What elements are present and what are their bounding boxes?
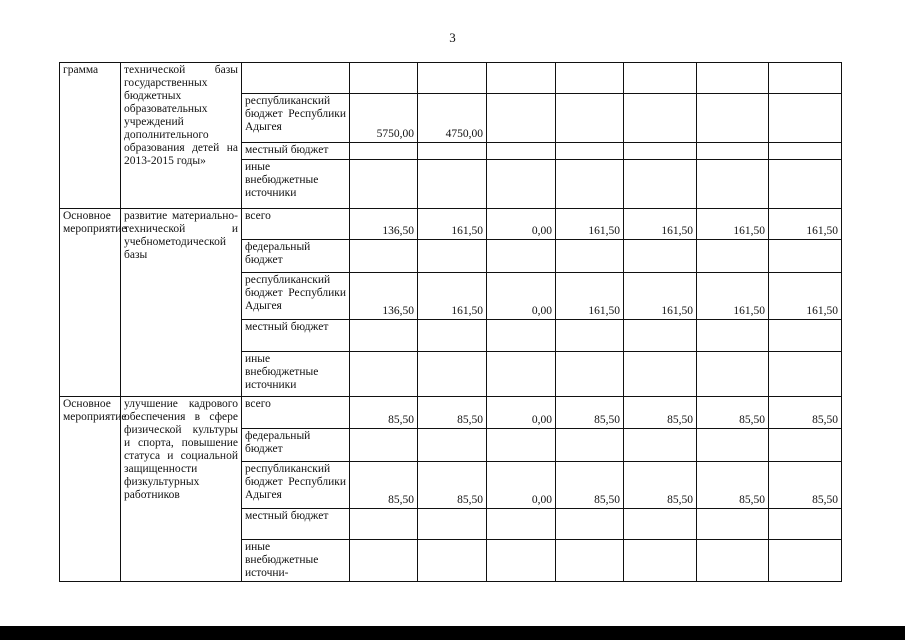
- amount-cell: [556, 320, 624, 352]
- amount-cell: [697, 240, 769, 273]
- amount-cell: [556, 352, 624, 397]
- amount-cell: [350, 352, 418, 397]
- amount-cell: 0,00: [487, 209, 556, 240]
- amount-cell: [350, 320, 418, 352]
- amount-cell: [697, 429, 769, 462]
- amount-cell: [697, 352, 769, 397]
- amount-cell: [624, 509, 697, 540]
- amount-cell: [418, 352, 487, 397]
- amount-cell: [487, 63, 556, 94]
- amount-cell: [350, 240, 418, 273]
- amount-cell: [697, 63, 769, 94]
- amount-cell: [487, 240, 556, 273]
- amount-cell: [624, 160, 697, 209]
- amount-cell: 161,50: [624, 273, 697, 320]
- amount-cell: 85,50: [697, 397, 769, 429]
- funding-source-cell: местный бюджет: [242, 320, 350, 352]
- amount-cell: [487, 320, 556, 352]
- measure-type-cell: Основное мероприятие: [60, 397, 121, 582]
- amount-cell: 161,50: [418, 273, 487, 320]
- amount-cell: [769, 160, 842, 209]
- funding-source-cell: иные внебюджетные источни-: [242, 540, 350, 582]
- amount-cell: [624, 240, 697, 273]
- amount-cell: 85,50: [624, 397, 697, 429]
- amount-cell: [418, 509, 487, 540]
- amount-cell: [697, 160, 769, 209]
- amount-cell: [418, 160, 487, 209]
- amount-cell: 161,50: [624, 209, 697, 240]
- amount-cell: [418, 320, 487, 352]
- amount-cell: 85,50: [556, 397, 624, 429]
- amount-cell: [769, 240, 842, 273]
- funding-source-cell: иные внебюджетные источники: [242, 160, 350, 209]
- amount-cell: [769, 509, 842, 540]
- amount-cell: [556, 160, 624, 209]
- amount-cell: [769, 63, 842, 94]
- funding-source-cell: всего: [242, 397, 350, 429]
- amount-cell: [556, 63, 624, 94]
- amount-cell: 0,00: [487, 397, 556, 429]
- amount-cell: 136,50: [350, 273, 418, 320]
- amount-cell: [556, 94, 624, 143]
- amount-cell: [769, 320, 842, 352]
- amount-cell: 161,50: [556, 273, 624, 320]
- amount-cell: 161,50: [769, 273, 842, 320]
- amount-cell: [418, 540, 487, 582]
- amount-cell: 85,50: [556, 462, 624, 509]
- amount-cell: 85,50: [350, 462, 418, 509]
- amount-cell: [418, 429, 487, 462]
- amount-cell: [769, 94, 842, 143]
- amount-cell: [624, 540, 697, 582]
- amount-cell: 5750,00: [350, 94, 418, 143]
- funding-source-cell: местный бюджет: [242, 509, 350, 540]
- measure-name-cell: развитие материально-технической и учебнометодической базы: [121, 209, 242, 397]
- amount-cell: [769, 352, 842, 397]
- amount-cell: [624, 429, 697, 462]
- amount-cell: [556, 540, 624, 582]
- amount-cell: 161,50: [697, 273, 769, 320]
- page-number: 3: [449, 30, 456, 45]
- amount-cell: [350, 143, 418, 160]
- funding-source-cell: республиканский бюджет Республики Адыгея: [242, 462, 350, 509]
- amount-cell: [769, 429, 842, 462]
- amount-cell: 85,50: [624, 462, 697, 509]
- amount-cell: [769, 540, 842, 582]
- measure-type-cell: Основное мероприятие: [60, 209, 121, 397]
- amount-cell: [418, 240, 487, 273]
- table-row: [60, 63, 842, 94]
- table-row: [60, 397, 842, 429]
- funding-source-cell: федеральный бюджет: [242, 240, 350, 273]
- funding-source-cell: всего: [242, 209, 350, 240]
- amount-cell: [350, 63, 418, 94]
- amount-cell: [697, 94, 769, 143]
- measure-name-cell: улучшение кадрового обеспечения в сфере физической культуры и спорта, повышение статуса и социальной защищенности физкультурных работников: [121, 397, 242, 582]
- amount-cell: [769, 143, 842, 160]
- amount-cell: [556, 429, 624, 462]
- amount-cell: [487, 160, 556, 209]
- amount-cell: [697, 509, 769, 540]
- amount-cell: 85,50: [418, 462, 487, 509]
- amount-cell: [487, 429, 556, 462]
- amount-cell: [418, 143, 487, 160]
- amount-cell: 0,00: [487, 273, 556, 320]
- amount-cell: 85,50: [769, 397, 842, 429]
- amount-cell: [350, 540, 418, 582]
- funding-source-cell: федеральный бюджет: [242, 429, 350, 462]
- amount-cell: 85,50: [350, 397, 418, 429]
- table-row: [60, 209, 842, 240]
- measure-type-cell: грамма: [60, 63, 121, 209]
- amount-cell: 85,50: [769, 462, 842, 509]
- amount-cell: [350, 160, 418, 209]
- amount-cell: 4750,00: [418, 94, 487, 143]
- amount-cell: 85,50: [418, 397, 487, 429]
- amount-cell: [350, 429, 418, 462]
- amount-cell: [697, 143, 769, 160]
- amount-cell: [556, 240, 624, 273]
- amount-cell: [624, 352, 697, 397]
- amount-cell: [624, 63, 697, 94]
- funding-source-cell: республиканский бюджет Республики Адыгея: [242, 273, 350, 320]
- amount-cell: [350, 509, 418, 540]
- funding-table: [59, 62, 842, 582]
- amount-cell: [624, 94, 697, 143]
- amount-cell: [624, 320, 697, 352]
- amount-cell: 161,50: [556, 209, 624, 240]
- funding-source-cell: местный бюджет: [242, 143, 350, 160]
- amount-cell: 161,50: [697, 209, 769, 240]
- amount-cell: 0,00: [487, 462, 556, 509]
- measure-name-cell: технической базы государственных бюджетных образовательных учреждений дополнительного образования детей на 2013-2015 годы»: [121, 63, 242, 209]
- amount-cell: [418, 63, 487, 94]
- funding-source-cell: иные внебюджетные источники: [242, 352, 350, 397]
- amount-cell: [697, 320, 769, 352]
- amount-cell: [487, 352, 556, 397]
- amount-cell: [556, 509, 624, 540]
- funding-source-cell: [242, 63, 350, 94]
- amount-cell: [556, 143, 624, 160]
- funding-source-cell: республиканский бюджет Республики Адыгея: [242, 94, 350, 143]
- amount-cell: 161,50: [418, 209, 487, 240]
- amount-cell: 85,50: [697, 462, 769, 509]
- scan-edge: [0, 626, 905, 640]
- amount-cell: [487, 509, 556, 540]
- amount-cell: 161,50: [769, 209, 842, 240]
- amount-cell: [487, 540, 556, 582]
- amount-cell: [697, 540, 769, 582]
- amount-cell: [487, 94, 556, 143]
- amount-cell: [624, 143, 697, 160]
- amount-cell: 136,50: [350, 209, 418, 240]
- amount-cell: [487, 143, 556, 160]
